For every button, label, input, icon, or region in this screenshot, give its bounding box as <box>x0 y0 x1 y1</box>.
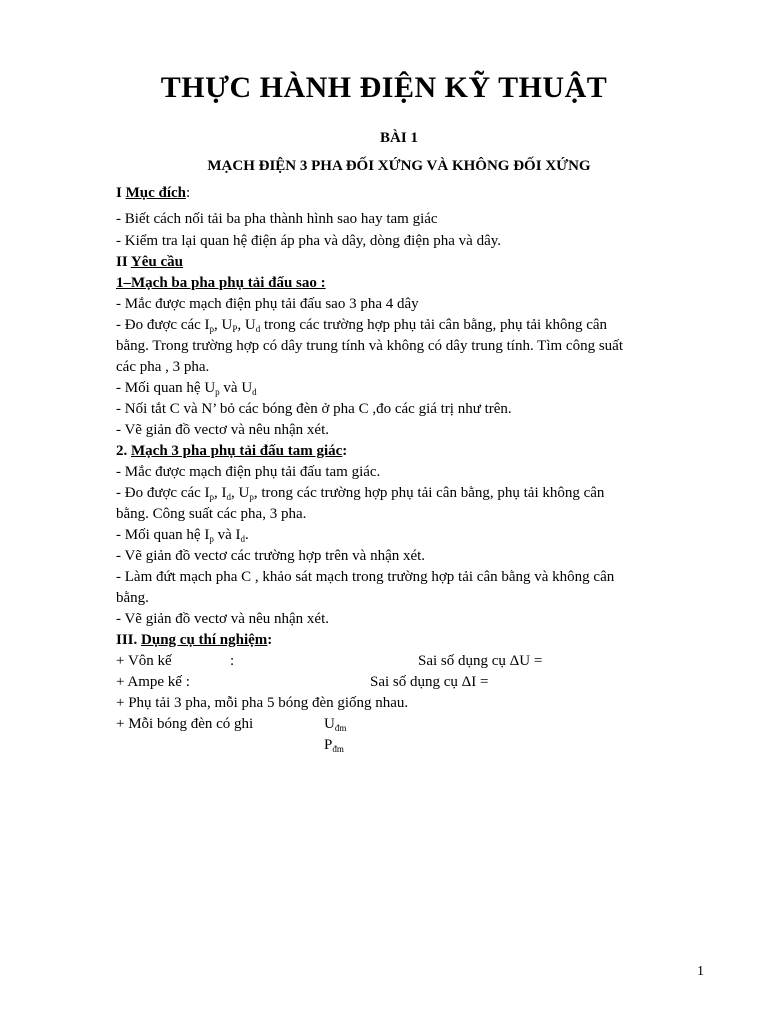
text-run: - Mối quan hệ U <box>116 380 216 396</box>
section-1-line-2: - Kiểm tra lại quan hệ điện áp pha và dây, dòng điện pha và dây. <box>116 233 502 249</box>
sub1-line-4: các pha , 3 pha. <box>116 359 210 375</box>
sub2-line-3: bằng. Công suất các pha, 3 pha. <box>116 506 307 522</box>
subscript: p <box>209 492 215 502</box>
subscript: p <box>209 324 215 334</box>
subsection-2-prefix: 2. <box>116 443 131 459</box>
subsection-1-heading: 1–Mạch ba pha phụ tải đấu sao : <box>116 275 326 291</box>
section-2-number: II <box>116 254 131 270</box>
section-2-heading <box>116 253 183 271</box>
section-1-number: I <box>116 185 126 201</box>
text-run: , U <box>231 485 250 501</box>
subscript: d <box>226 492 232 502</box>
text-run: , I <box>214 485 227 501</box>
voltmeter-error: Sai số dụng cụ ΔU = <box>418 653 543 669</box>
sub2-line-2 <box>116 484 604 502</box>
sub1-line-5 <box>116 379 257 397</box>
section-1-line-1: - Biết cách nối tải ba pha thành hình sao hay tam giác <box>116 211 438 227</box>
sub1-line-3: bằng. Trong trường hợp có dây trung tính và không có dây trung tính. Tìm công suất <box>116 338 624 354</box>
section-3-heading <box>116 631 272 649</box>
text-run: . <box>244 527 249 543</box>
subsection-2-colon: : <box>342 443 348 459</box>
subscript: d <box>252 387 257 397</box>
subsection-2-title: Mạch 3 pha phụ tải đấu tam giác <box>131 443 343 459</box>
text-run: P <box>324 737 333 753</box>
section-2-title: Yêu cầu <box>130 254 183 270</box>
section-3-colon: : <box>267 632 273 648</box>
equipment-voltmeter-colon: : <box>230 653 235 669</box>
sub2-line-5: - Vẽ giản đồ vectơ các trường hợp trên và nhận xét. <box>116 548 426 564</box>
sub1-line-2 <box>116 316 607 334</box>
equipment-bulb: + Mỗi bóng đèn có ghi <box>116 716 254 732</box>
subscript: p <box>249 492 254 502</box>
sub1-line-7: - Vẽ giản đồ vectơ và nêu nhận xét. <box>116 422 330 438</box>
rated-voltage <box>324 715 346 733</box>
text-run: trong các trường hợp phụ tải cân bằng, phụ tải không cân <box>260 317 608 333</box>
subscript: d <box>240 534 245 544</box>
document-title: THỰC HÀNH ĐIỆN KỸ THUẬT <box>160 71 608 104</box>
sub2-line-4 <box>116 526 249 544</box>
sub1-line-1: - Mắc được mạch điện phụ tải đấu sao 3 pha 4 dây <box>116 296 419 312</box>
section-1-title: Mục đích <box>125 185 187 201</box>
subscript: đm <box>334 723 347 733</box>
equipment-voltmeter: + Vôn kế <box>116 653 172 669</box>
page-number: 1 <box>697 964 704 979</box>
text-run: và I <box>213 527 241 543</box>
text-run: , U <box>237 317 256 333</box>
subscript: d <box>255 324 261 334</box>
subscript: p <box>215 387 220 397</box>
subscript: p <box>209 534 214 544</box>
section-3-number: III. <box>116 632 142 648</box>
rated-power <box>324 736 344 754</box>
sub2-line-7: bằng. <box>116 590 149 606</box>
sub1-line-6: - Nối tắt C và N’ bỏ các bóng đèn ở pha C ,đo các giá trị như trên. <box>116 401 512 417</box>
subscript: P <box>232 324 238 334</box>
text-run: - Mối quan hệ I <box>116 527 210 543</box>
subsection-2-heading <box>116 442 347 460</box>
section-1-heading <box>116 184 190 202</box>
lesson-subtitle: MẠCH ĐIỆN 3 PHA ĐỐI XỨNG VÀ KHÔNG ĐỐI XỨNG <box>207 158 591 174</box>
text-run: U <box>324 716 335 732</box>
equipment-load: + Phụ tải 3 pha, mỗi pha 5 bóng đèn giống nhau. <box>116 695 409 711</box>
lesson-number: BÀI 1 <box>380 130 418 146</box>
sub2-line-1: - Mắc được mạch điện phụ tải đấu tam giác. <box>116 464 381 480</box>
text-run: và U <box>219 380 253 396</box>
section-1-colon: : <box>186 185 191 201</box>
subscript: đm <box>332 744 344 754</box>
text-run: , trong các trường hợp phụ tải cân bằng, phụ tải không cân <box>253 485 605 501</box>
sub2-line-8: - Vẽ giản đồ vectơ và nêu nhận xét. <box>116 611 330 627</box>
text-run: - Đo được các I <box>116 485 210 501</box>
equipment-ammeter: + Ampe kế : <box>116 674 190 690</box>
text-run: - Đo được các I <box>116 317 210 333</box>
text-run: , U <box>214 317 233 333</box>
section-3-title: Dụng cụ thí nghiệm <box>141 632 268 648</box>
ammeter-error: Sai số dụng cụ ΔI = <box>370 674 489 690</box>
sub2-line-6: - Làm đứt mạch pha C , khảo sát mạch trong trường hợp tải cân bằng và không cân <box>116 569 615 585</box>
